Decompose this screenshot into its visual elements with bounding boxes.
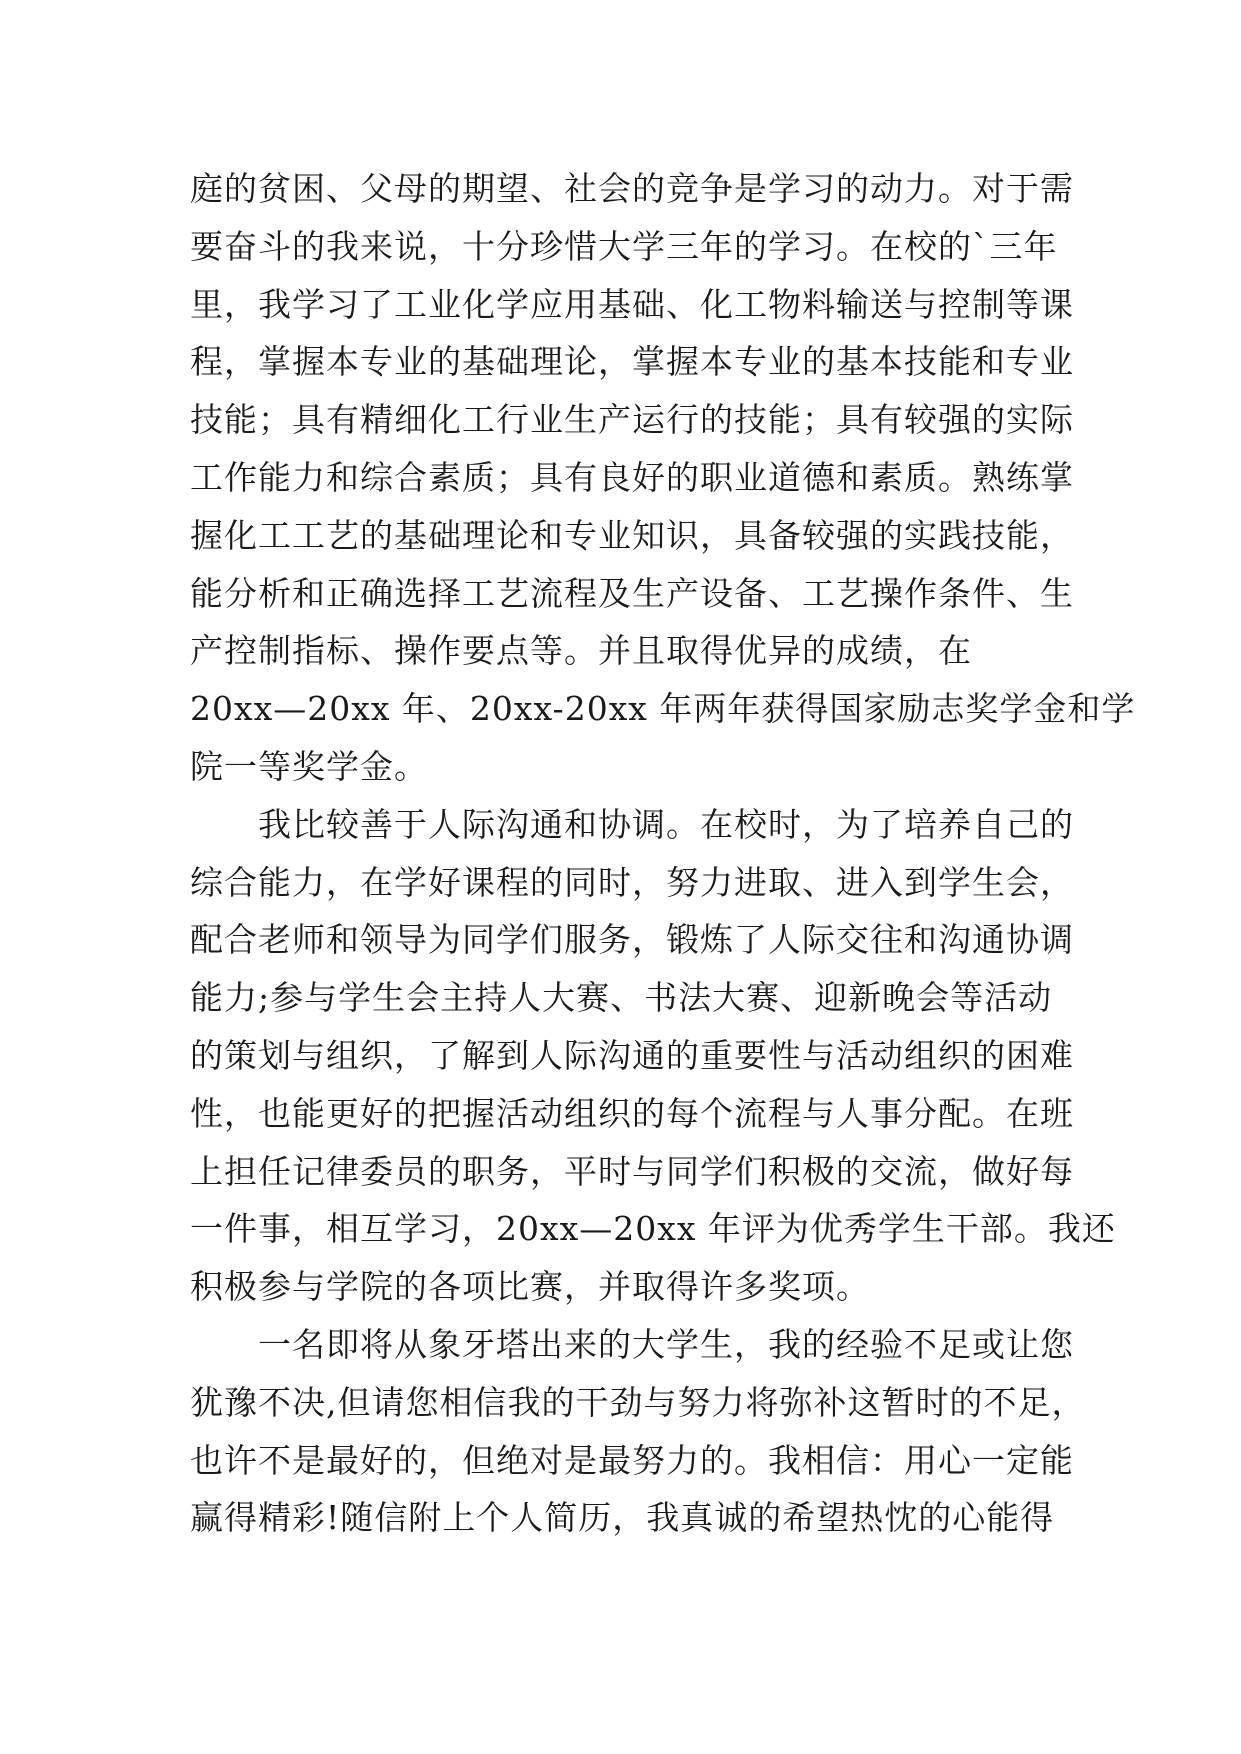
body-text	[190, 160, 1136, 1547]
text-line: 院一等奖学金。	[190, 746, 428, 786]
text-line: 犹豫不决,但请您相信我的干劲与努力将弥补这暂时的不足，	[190, 1382, 1086, 1422]
text-line: 我比较善于人际沟通和协调。在校时，为了培养自己的	[258, 804, 1074, 844]
text-line: 技能；具有精细化工行业生产运行的技能；具有较强的实际	[190, 400, 1074, 440]
text-line: 握化工工艺的基础理论和专业知识，具备较强的实践技能，	[190, 515, 1074, 555]
text-line: 一名即将从象牙塔出来的大学生，我的经验不足或让您	[258, 1324, 1074, 1364]
text-line: 性，也能更好的把握活动组织的每个流程与人事分配。在班	[190, 1093, 1074, 1133]
text-line: 要奋斗的我来说，十分珍惜大学三年的学习。在校的`三年	[190, 226, 1058, 266]
text-line: 综合能力，在学好课程的同时，努力进取、进入到学生会，	[190, 862, 1074, 902]
text-line: 能分析和正确选择工艺流程及生产设备、工艺操作条件、生	[190, 573, 1074, 613]
text-line: 庭的贫困、父母的期望、社会的竞争是学习的动力。对于需	[190, 169, 1074, 208]
text-line: 也许不是最好的，但绝对是最努力的。我相信：用心一定能	[190, 1440, 1074, 1480]
text-line: 20xx—20xx 年、20xx-20xx 年两年获得国家励志奖学金和学	[190, 689, 1136, 729]
text-line: 配合老师和领导为同学们服务，锻炼了人际交往和沟通协调	[190, 920, 1074, 960]
text-line: 一件事，相互学习，20xx—20xx 年评为优秀学生干部。我还	[190, 1209, 1116, 1249]
text-line: 程，掌握本专业的基础理论，掌握本专业的基本技能和专业	[190, 342, 1074, 382]
text-line: 产控制指标、操作要点等。并且取得优异的成绩，在	[190, 631, 972, 671]
text-line: 的策划与组织，了解到人际沟通的重要性与活动组织的困难	[190, 1035, 1074, 1075]
text-line: 工作能力和综合素质；具有良好的职业道德和素质。熟练掌	[190, 457, 1074, 497]
text-line: 里，我学习了工业化学应用基础、化工物料输送与控制等课	[190, 284, 1074, 324]
text-line: 赢得精彩!随信附上个人简历，我真诚的希望热忱的心能得	[190, 1498, 1055, 1538]
text-line: 能力;参与学生会主持人大赛、书法大赛、迎新晚会等活动	[190, 978, 1053, 1018]
text-line: 上担任记律委员的职务，平时与同学们积极的交流，做好每	[190, 1151, 1074, 1191]
text-line: 积极参与学院的各项比赛，并取得许多奖项。	[190, 1267, 870, 1307]
